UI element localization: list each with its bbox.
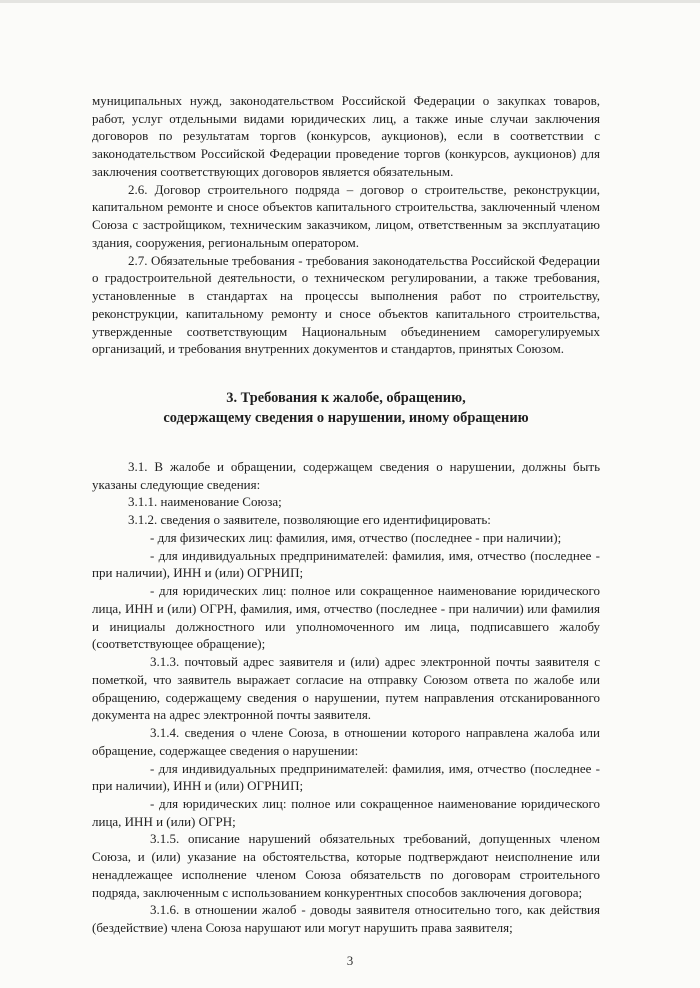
paragraph-3-1-4: 3.1.4. сведения о члене Союза, в отношении которого направлена жалоба или обращение, содержащее сведения о нарушении: [92, 725, 600, 758]
paragraph-3-1-3: 3.1.3. почтовый адрес заявителя и (или) адрес электронной почты заявителя с пометкой, что заявитель выражает согласие на отправку Союзом ответа по жалобе или обращению, содержащему сведения о нарушении, путем направления отсканированного документа на адрес электронной почты заявителя. [92, 654, 600, 723]
paragraph-2-6: 2.6. Договор строительного подряда – договор о строительстве, реконструкции, капитальном ремонте и сносе объектов капитального строительства, заключенный членом Союза с застройщиком, техническим заказчиком, лицом, ответственным за эксплуатацию здания, сооружения, региональным оператором. [92, 181, 600, 250]
paragraph-3-1: 3.1. В жалобе и обращении, содержащем сведения о нарушении, должны быть указаны следующие сведения: [92, 459, 600, 492]
section-heading-line2: содержащему сведения о нарушении, иному обращению [163, 410, 529, 427]
list-item-member-entrepreneurs: - для индивидуальных предпринимателей: фамилия, имя, отчество (последнее - при наличии), ИНН и (или) ОГРНИП; [92, 760, 600, 794]
bottom-paragraphs [92, 458, 600, 937]
list-item-entrepreneurs: - для индивидуальных предпринимателей: фамилия, имя, отчество (последнее - при наличии), ИНН и (или) ОГРНИП; [92, 547, 600, 581]
list-item-legal-entities: - для юридических лиц: полное или сокращенное наименование юридического лица, ИНН и (или) ОГРН, фамилия, имя, отчество (последнее - при наличии) или фамилия и инициалы должностного или уполномоченного им лица, подписавшего жалобу (соответствующее обращение); [92, 583, 600, 652]
paragraph-3-1-2: 3.1.2. сведения о заявителе, позволяющие его идентифицировать: [128, 512, 491, 528]
page-content [92, 92, 600, 937]
paragraph-2-7: 2.7. Обязательные требования - требования законодательства Российской Федерации о градостроительной деятельности, о техническом регулировании, а также требования, установленные в стандартах на процессы выполнения работ по строительству, реконструкции, капитальному ремонту и сносе объектов капитального строительства, утвержденные соответствующим Национальным объединением саморегулируемых организаций, и требования внутренних документов и стандартов, принятых Союзом. [92, 252, 600, 357]
section-heading [92, 388, 600, 428]
section-heading-line1: 3. Требования к жалобе, обращению, [226, 390, 466, 407]
paragraph-3-1-1: 3.1.1. наименование Союза; [128, 494, 282, 510]
paragraph-3-1-6: 3.1.6. в отношении жалоб - доводы заявителя относительно того, как действия (бездействие) члена Союза нарушают или могут нарушить права заявителя; [92, 902, 600, 936]
list-item-individuals: - для физических лиц: фамилия, имя, отчество (последнее - при наличии); [150, 529, 562, 545]
page-number: 3 [346, 953, 354, 968]
paragraph-continuation: муниципальных нужд, законодательством Российской Федерации о закупках товаров, работ, услуг отдельными видами юридических лиц, а также иные случаи заключения договоров по результатам торгов (конкурсов, аукционов), если в соответствии с законодательством Российской Федерации проведение торгов (конкурсов, аукционов) для заключения соответствующих договоров является обязательным. [92, 93, 600, 179]
top-paragraphs [92, 92, 600, 358]
list-item-member-legal-entities: - для юридических лиц: полное или сокращенное наименование юридического лица, ИНН и (или) ОГРН; [92, 795, 600, 829]
scan-edge [0, 0, 700, 3]
paragraph-3-1-5: 3.1.5. описание нарушений обязательных требований, допущенных членом Союза, и (или) указание на обстоятельства, которые подтверждают неисполнение или ненадлежащее исполнение членом Союза обязательств по договорам строительного подряда, заключенным с использованием конкурентных способов заключения договора; [92, 831, 600, 900]
